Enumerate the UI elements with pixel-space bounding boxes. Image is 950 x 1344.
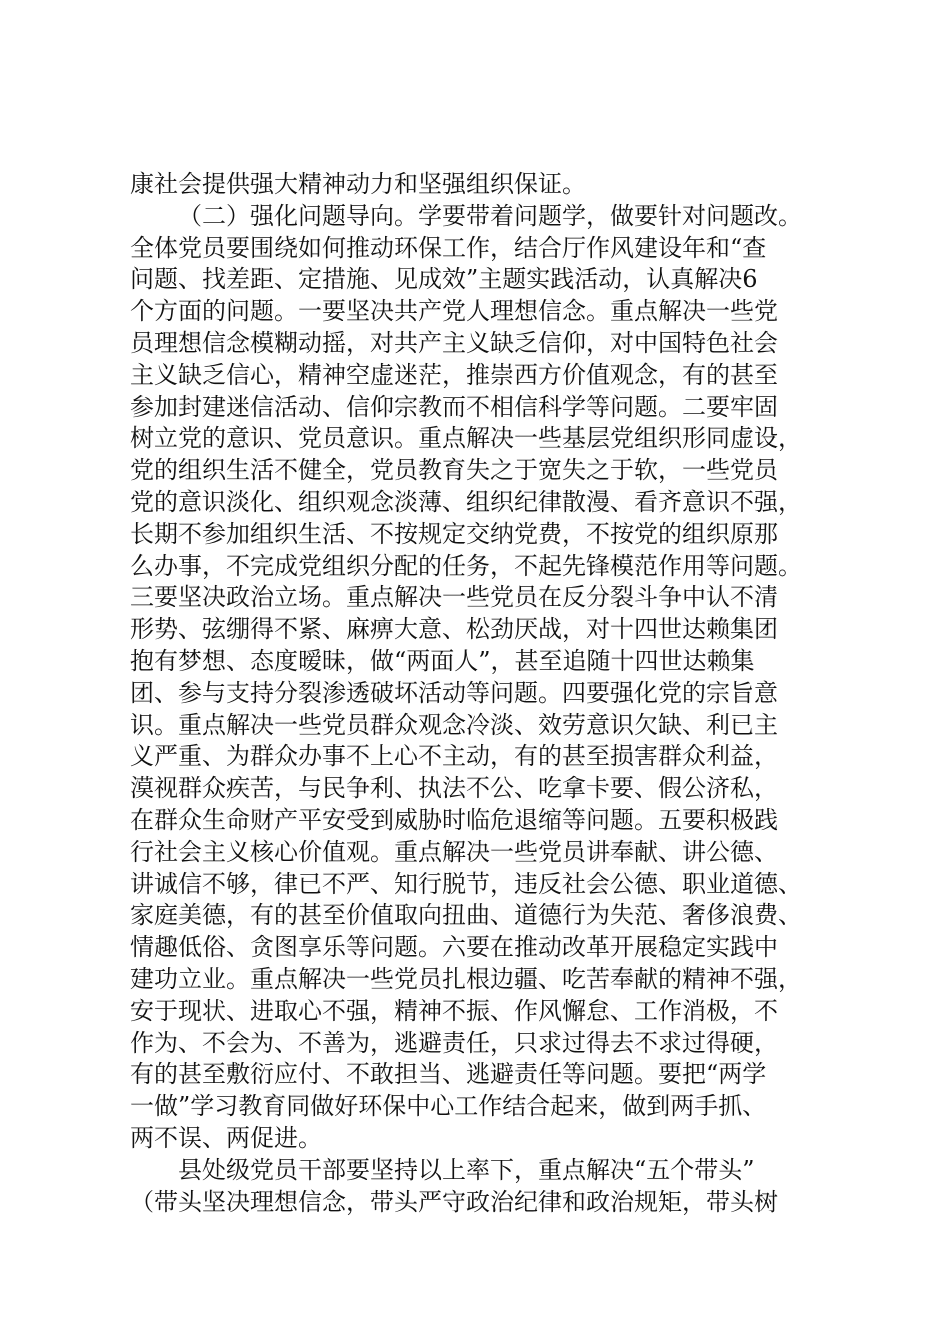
- text-line: 团、参与支持分裂渗透破坏活动等问题。四要强化党的宗旨意: [130, 678, 778, 707]
- text-line: 义严重、为群众办事不上心不主动，有的甚至损害群众利益，: [130, 742, 778, 771]
- text-line: 识。重点解决一些党员群众观念冷淡、效劳意识欠缺、利已主: [130, 710, 778, 739]
- text-line: 长期不参加组织生活、不按规定交纳党费，不按党的组织原那: [130, 519, 778, 548]
- text-line: 形势、弦绷得不紧、麻痹大意、松劲厌战，对十四世达赖集团: [130, 615, 778, 644]
- text-line: 问题、找差距、定措施、见成效”主题实践活动，认真解决6: [130, 265, 758, 294]
- text-line: 三要坚决政治立场。重点解决一些党员在反分裂斗争中认不清: [130, 583, 778, 612]
- text-line: （带头坚决理想信念，带头严守政治纪律和政治规矩，带头树: [130, 1187, 778, 1216]
- text-line: 抱有梦想、态度暧昧，做“两面人”，甚至追随十四世达赖集: [130, 646, 755, 675]
- text-line: 一做”学习教育同做好环保中心工作结合起来，做到两手抓、: [130, 1092, 767, 1121]
- text-line: 在群众生命财产平安受到威胁时临危退缩等问题。五要积极践: [130, 805, 778, 834]
- paragraph-first-line: 县处级党员干部要坚持以上率下，重点解决“五个带头”: [178, 1155, 755, 1184]
- text-line: 全体党员要围绕如何推动环保工作，结合厅作风建设年和“查: [130, 233, 767, 262]
- text-line: 安于现状、进取心不强，精神不振、作风懈怠、工作消极，不: [130, 996, 778, 1025]
- text-line: 树立党的意识、党员意识。重点解决一些基层党组织形同虚设，: [130, 424, 802, 453]
- text-line: 讲诚信不够，律已不严、知行脱节，违反社会公德、职业道德、: [130, 869, 802, 898]
- text-line: 作为、不会为、不善为，逃避责任，只求过得去不求过得硬，: [130, 1028, 778, 1057]
- paragraph-first-line: （二）强化问题导向。学要带着问题学，做要针对问题改。: [178, 201, 802, 230]
- text-line: 康社会提供强大精神动力和坚强组织保证。: [130, 170, 586, 198]
- document-body: [130, 169, 830, 1218]
- text-line: 么办事，不完成党组织分配的任务，不起先锋模范作用等问题。: [130, 551, 802, 580]
- text-line: 建功立业。重点解决一些党员扎根边疆、吃苦奉献的精神不强，: [130, 964, 802, 993]
- text-line: 行社会主义核心价值观。重点解决一些党员讲奉献、讲公德、: [130, 837, 778, 866]
- text-line: 党的组织生活不健全，党员教育失之于宽失之于软，一些党员: [130, 456, 778, 485]
- text-line: 情趣低俗、贪图享乐等问题。六要在推动改革开展稳定实践中: [130, 933, 778, 962]
- text-line: 个方面的问题。一要坚决共产党人理想信念。重点解决一些党: [130, 297, 778, 326]
- text-line: 党的意识淡化、组织观念淡薄、组织纪律散漫、看齐意识不强，: [130, 487, 802, 516]
- text-line: 主义缺乏信心，精神空虚迷茫，推崇西方价值观念，有的甚至: [130, 360, 778, 389]
- text-line: 有的甚至敷衍应付、不敢担当、逃避责任等问题。要把“两学: [130, 1060, 767, 1089]
- text-line: 员理想信念模糊动摇，对共产主义缺乏信仰，对中国特色社会: [130, 328, 778, 357]
- text-line: 漠视群众疾苦，与民争利、执法不公、吃拿卡要、假公济私，: [130, 774, 778, 803]
- text-line: 两不误、两促进。: [130, 1123, 322, 1152]
- text-line: 家庭美德，有的甚至价值取向扭曲、道德行为失范、奢侈浪费、: [130, 901, 802, 930]
- text-line: 参加封建迷信活动、信仰宗教而不相信科学等问题。二要牢固: [130, 392, 778, 421]
